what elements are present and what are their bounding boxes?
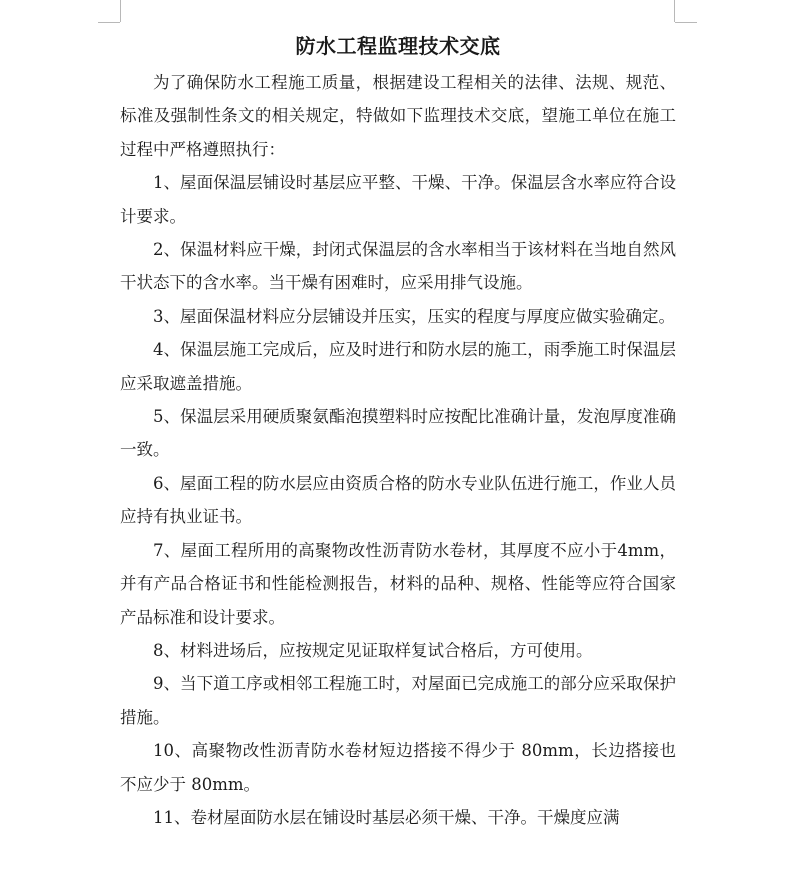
clause-7: 7、屋面工程所用的高聚物改性沥青防水卷材，其厚度不应小于4mm，并有产品合格证书和性能检测报告，材料的品种、规格、性能等应符合国家产品标准和设计要求。 <box>120 540 676 627</box>
crop-mark-top-right <box>675 22 697 23</box>
clause-1: 1、屋面保温层铺设时基层应平整、干燥、干净。保温层含水率应符合设计要求。 <box>120 173 676 226</box>
clause-8: 8、材料进场后，应按规定见证取样复试合格后，方可使用。 <box>153 640 593 660</box>
clause-5: 5、保温层采用硬质聚氨酯泡摸塑料时应按配比准确计量，发泡厚度准确一致。 <box>120 407 676 460</box>
clause-6: 6、屋面工程的防水层应由资质合格的防水专业队伍进行施工，作业人员应持有执业证书。 <box>120 473 676 527</box>
document-title: 防水工程监理技术交底 <box>295 34 501 58</box>
clause-10: 10、高聚物改性沥青防水卷材短边搭接不得少于 80mm，长边搭接也不应少于 80mm。 <box>120 741 676 794</box>
crop-mark-top-right <box>674 0 675 22</box>
clause-11: 11、卷材屋面防水层在铺设时基层必须干燥、干净。干燥度应满 <box>153 807 620 827</box>
clause-2: 2、保温材料应干燥，封闭式保温层的含水率相当于该材料在当地自然风干状态下的含水率。当干燥有困难时，应采用排气设施。 <box>120 240 676 293</box>
crop-mark-top-left <box>98 22 120 23</box>
document-body <box>120 26 676 834</box>
clause-3: 3、屋面保温材料应分层铺设并压实，压实的程度与厚度应做实验确定。 <box>153 306 675 326</box>
intro-paragraph: 为了确保防水工程施工质量，根据建设工程相关的法律、法规、规范、标准及强制性条文的相关规定，特做如下监理技术交底，望施工单位在施工过程中严格遵照执行： <box>120 73 676 159</box>
crop-mark-top-left <box>120 0 121 22</box>
clause-9: 9、当下道工序或相邻工程施工时，对屋面已完成施工的部分应采取保护措施。 <box>120 674 676 727</box>
clause-4: 4、保温层施工完成后，应及时进行和防水层的施工，雨季施工时保温层应采取遮盖措施。 <box>120 340 676 393</box>
